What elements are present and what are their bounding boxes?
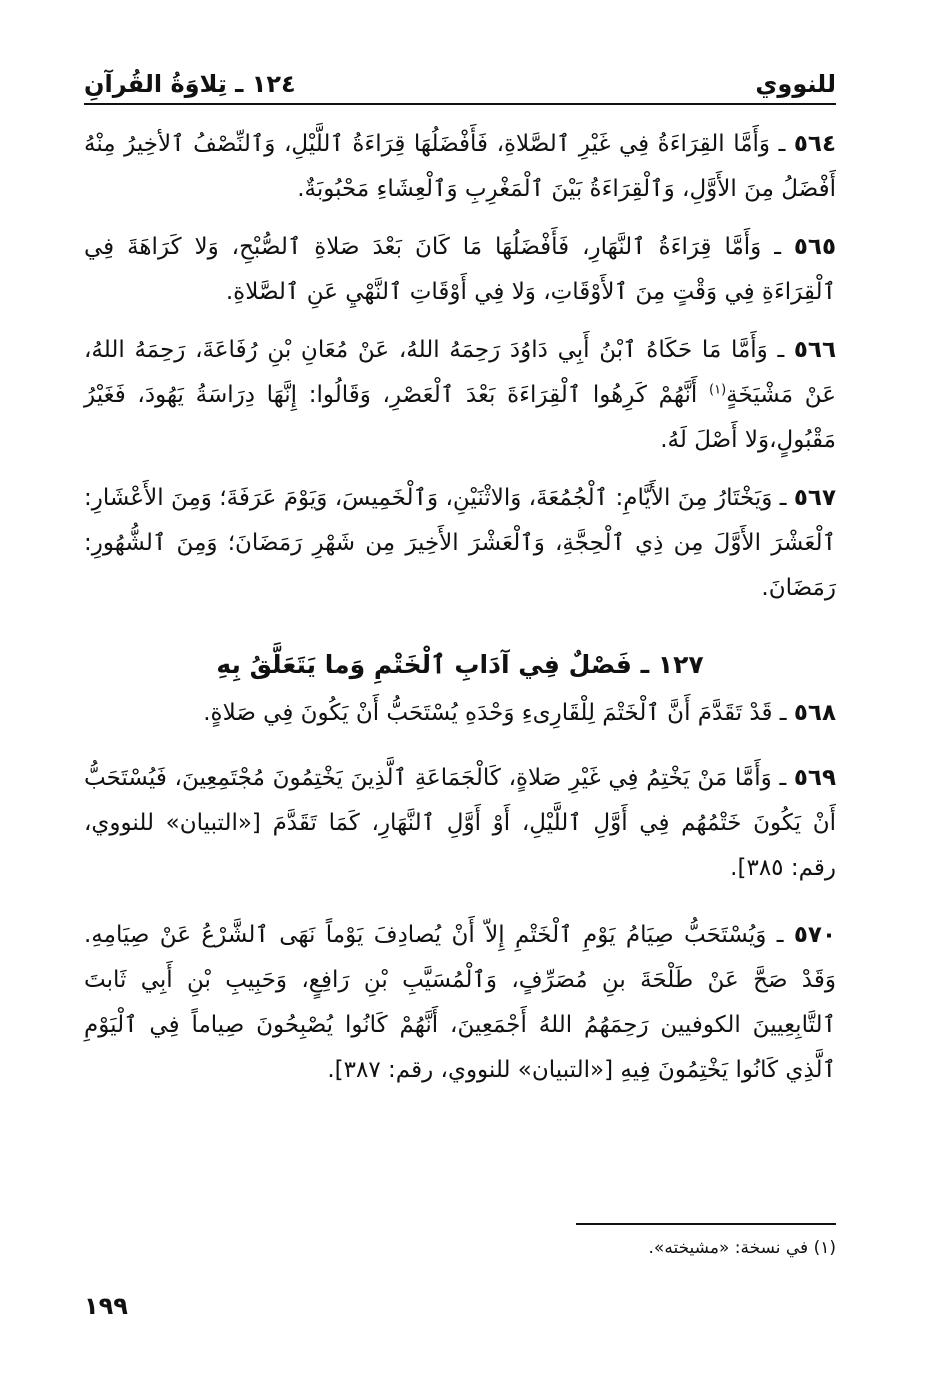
running-head [84, 56, 836, 96]
paragraph-569 [84, 756, 836, 891]
paragraph-number: ٥٧٠ [793, 922, 836, 948]
paragraph-text: ـ قَدْ تَقَدَّمَ أَنَّ ٱلْخَتْمَ لِلْقَارِىءِ وَحْدَهِ يُسْتَحَبُّ أَنْ يَكُونَ فِي صَلاةٍ. [203, 700, 787, 726]
paragraph-text: ـ وَأَمَّا مَنْ يَخْتِمُ فِي غَيْرِ صَلاةٍ، كَالْجَمَاعَةِ ٱلَّذِينَ يَخْتِمُونَ مُجْتَمِعِينَ، فَيُسْتَحَبُّ أَنْ يَكُونَ خَتْمُهُم فِي أَوَّلِ ٱللَّيْلِ، أَوْ أَوَّلِ ٱلنَّهَارِ، كَمَا تَقَدَّمَ [«التبيان» للنووي، رقم: ٣٨٥]. [84, 765, 836, 881]
page-number: ١٩٩ [84, 1292, 128, 1320]
paragraph-text: ـ وَيَخْتَارُ مِنَ الأَيَّامِ: ٱلْجُمُعَةَ، وَالاثْنَيْنِ، وَٱلْخَمِيسَ، وَيَوْمَ عَرَفَةَ؛ وَمِنَ الأَعْشَارِ: ٱلْعَشْرَ الأَوَّلَ مِن ذِي ٱلْحِجَّةِ، وَٱلْعَشْرَ الأَخِيرَ مِن شَهْرِ رَمَضَانَ؛ وَمِنَ ٱلشُّهُورِ: رَمَضَانَ. [84, 485, 836, 601]
paragraph-565 [84, 225, 836, 315]
footnote-rule [576, 1223, 836, 1225]
running-head-chapter: ١٢٤ ـ تِلاوَةُ القُرآنِ [84, 70, 296, 98]
paragraph-text: ـ وَيُسْتَحَبُّ صِيَامُ يَوْمِ ٱلْخَتْمِ إِلاّ أَنْ يُصادِفَ يَوْماً نَهَى ٱلشَّرْعُ عَنْ صِيَامِهِ. وَقَدْ صَحَّ عَنْ طَلْحَةَ بنِ مُصَرِّفٍ، وَٱلْمُسَيَّبِ بْنِ رَافِعٍ، وَحَبِيبِ بْنِ أَبِي ثَابتَ ٱلتَّابِعِيينَ الكوفيين رَحِمَهُمُ اللهُ أَجْمَعِينَ، أَنَّهُمْ كَانُوا يُصْبِحُونَ صِياماً فِي ٱلْيَوْمِ ٱلَّذِي كَانُوا يَخْتِمُونَ فِيهِ [«التبيان» للنووي، رقم: ٣٨٧]. [84, 922, 836, 1083]
paragraph-text: ـ وَأَمَّا القِرَاءَةُ فِي غَيْرِ ٱلصَّلاةِ، فَأَفْضَلُهَا قِرَاءَةُ ٱللَّيْلِ، وَٱلنِّصْفُ ٱلأخِيرُ مِنْهُ أَفْضَلُ مِنَ الأَوَّلِ، وَٱلْقِرَاءَةُ بَيْنَ ٱلْمَغْرِبِ وَٱلْعِشَاءِ مَحْبُوبَةٌ. [84, 131, 836, 202]
paragraph-number: ٥٦٨ [793, 700, 836, 726]
section-heading: ١٢٧ ـ فَصْلٌ فِي آدَابِ ٱلْخَتْمِ وَما يَتَعَلَّقُ بِهِ [216, 650, 704, 679]
paragraph-564 [84, 122, 836, 212]
main-text [84, 122, 836, 1093]
header-rule [84, 103, 836, 105]
footnote-reference[interactable]: (١) [709, 382, 727, 398]
paragraph-number: ٥٦٤ [793, 131, 836, 157]
paragraph-566 [84, 328, 836, 463]
paragraph-number: ٥٦٥ [793, 234, 836, 260]
paragraph-570 [84, 913, 836, 1093]
paragraph-number: ٥٦٩ [793, 765, 837, 791]
paragraph-text: ـ وَأَمَّا مَا حَكَاهُ ٱبْنُ أَبِي دَاوُدَ رَحِمَهُ اللهُ، عَنْ مُعَانِ بْنِ رُفَاعَةَ، رَحِمَهُ اللهُ، عَنْ مَشْيَخَةٍ [84, 337, 837, 408]
paragraph-text: ـ وَأَمَّا قِرَاءَةُ ٱلنَّهَارِ، فَأَفْضَلُهَا مَا كَانَ بَعْدَ صَلاةِ ٱلصُّبْحِ، وَلا كَرَاهَةَ فِي ٱلْقِرَاءَةِ فِي وَقْتٍ مِنَ ٱلأَوْقَاتِ، وَلا فِي أَوْقَاتِ ٱلنَّهْيِ عَنِ ٱلصَّلاةِ. [84, 234, 836, 305]
paragraph-number: ٥٦٦ [793, 337, 836, 363]
footnote: (١) في نسخة: «مشيخته». [648, 1238, 836, 1258]
running-head-section: للنووي [755, 70, 836, 98]
paragraph-568 [84, 691, 836, 736]
paragraph-text-continued: أَنَّهُمْ كَرِهُوا ٱلْقِرَاءَةَ بَعْدَ ٱلْعَصْرِ، وَقَالُوا: إِنَّهَا دِرَاسَةُ يَهُودَ، فَغَيْرُ مَقْبُولٍ،وَلا أَصْلَ لَهُ. [84, 382, 836, 453]
paragraph-567 [84, 476, 836, 611]
paragraph-number: ٥٦٧ [793, 485, 837, 511]
